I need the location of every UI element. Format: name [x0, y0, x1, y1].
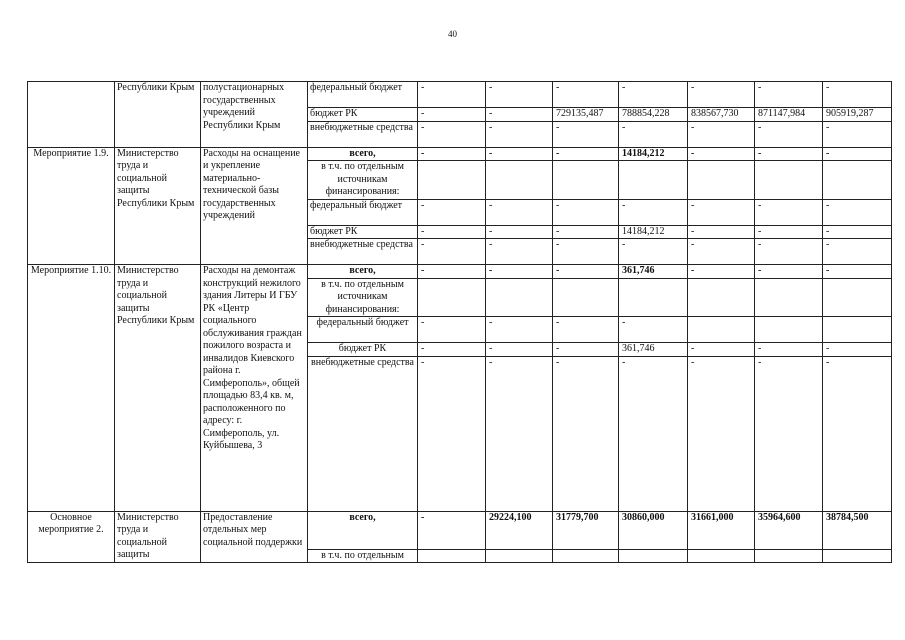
value-cell: 361,746: [619, 343, 688, 357]
value-cell: [418, 278, 486, 317]
value-cell: 31779,700: [553, 511, 619, 549]
value-cell: [553, 549, 619, 563]
value-cell: -: [418, 317, 486, 343]
description-cell: Расходы на оснащение и укрепление материально-технической базы государственных учреждений: [201, 147, 308, 265]
source-label: внебюджетные средства: [308, 239, 418, 265]
value-cell: -: [823, 147, 892, 161]
executor-cell: Республики Крым: [115, 82, 201, 148]
value-cell: -: [418, 356, 486, 511]
value-cell: 35964,600: [755, 511, 823, 549]
value-cell: -: [823, 82, 892, 108]
budget-table: [27, 81, 892, 563]
source-label: в т.ч. по отдельным источникам финансирования:: [308, 161, 418, 200]
value-cell: 838567,730: [688, 108, 755, 122]
value-cell: -: [553, 199, 619, 225]
description-cell: Расходы на демонтаж конструкций нежилого здания Литеры И ГБУ РК «Центр социального обслуживания граждан пожилого возраста и инвалидов Киевского района г. Симферополь», общей площадью 83,4 кв. м, расположенного по адресу: г. Симферополь, ул. Куйбышева, 3: [201, 265, 308, 512]
value-cell: -: [418, 82, 486, 108]
value-cell: [486, 278, 553, 317]
value-cell: -: [823, 265, 892, 279]
source-label: в т.ч. по отдельным источникам финансирования:: [308, 278, 418, 317]
value-cell: -: [553, 317, 619, 343]
value-cell: -: [486, 121, 553, 147]
value-cell: -: [755, 121, 823, 147]
value-cell: -: [619, 317, 688, 343]
value-cell: [418, 549, 486, 563]
value-cell: [823, 549, 892, 563]
value-cell: -: [619, 121, 688, 147]
value-cell: -: [823, 239, 892, 265]
source-label: федеральный бюджет: [308, 317, 418, 343]
value-cell: -: [688, 199, 755, 225]
executor-cell: Министерство труда и социальной защиты Республики Крым: [115, 265, 201, 512]
event-cell: Мероприятие 1.9.: [28, 147, 115, 265]
value-cell: -: [619, 199, 688, 225]
value-cell: -: [486, 343, 553, 357]
description-cell: полустационарных государственных учреждений Республики Крым: [201, 82, 308, 148]
value-cell: 29224,100: [486, 511, 553, 549]
value-cell: -: [755, 147, 823, 161]
value-cell: -: [486, 108, 553, 122]
source-label: внебюджетные средства: [308, 121, 418, 147]
value-cell: 31661,000: [688, 511, 755, 549]
value-cell: [755, 278, 823, 317]
executor-cell: Министерство труда и социальной защиты: [115, 511, 201, 563]
value-cell: 871147,984: [755, 108, 823, 122]
page-number: 40: [448, 29, 457, 39]
source-label: всего,: [308, 511, 418, 549]
value-cell: [755, 549, 823, 563]
value-cell: -: [418, 343, 486, 357]
value-cell: [418, 161, 486, 200]
value-cell: 14184,212: [619, 147, 688, 161]
value-cell: -: [553, 147, 619, 161]
value-cell: -: [418, 225, 486, 239]
value-cell: 788854,228: [619, 108, 688, 122]
value-cell: -: [486, 239, 553, 265]
value-cell: -: [688, 225, 755, 239]
value-cell: -: [619, 82, 688, 108]
value-cell: -: [688, 265, 755, 279]
value-cell: -: [755, 356, 823, 511]
value-cell: 30860,000: [619, 511, 688, 549]
value-cell: -: [823, 121, 892, 147]
value-cell: -: [418, 121, 486, 147]
value-cell: -: [553, 225, 619, 239]
event-cell: Основное мероприятие 2.: [28, 511, 115, 563]
value-cell: [688, 317, 755, 343]
value-cell: -: [418, 239, 486, 265]
value-cell: -: [688, 239, 755, 265]
value-cell: -: [486, 356, 553, 511]
value-cell: -: [823, 343, 892, 357]
value-cell: [619, 549, 688, 563]
value-cell: -: [755, 343, 823, 357]
value-cell: -: [486, 317, 553, 343]
value-cell: [688, 161, 755, 200]
value-cell: -: [553, 239, 619, 265]
value-cell: [823, 278, 892, 317]
value-cell: -: [486, 199, 553, 225]
source-label: всего,: [308, 265, 418, 279]
value-cell: [486, 161, 553, 200]
value-cell: -: [486, 225, 553, 239]
value-cell: -: [823, 356, 892, 511]
source-label: федеральный бюджет: [308, 199, 418, 225]
value-cell: [619, 161, 688, 200]
source-label: в т.ч. по отдельным: [308, 549, 418, 563]
value-cell: 905919,287: [823, 108, 892, 122]
value-cell: -: [688, 147, 755, 161]
value-cell: -: [755, 225, 823, 239]
value-cell: [688, 278, 755, 317]
source-label: федеральный бюджет: [308, 82, 418, 108]
value-cell: -: [486, 265, 553, 279]
source-label: всего,: [308, 147, 418, 161]
value-cell: 361,746: [619, 265, 688, 279]
value-cell: -: [688, 82, 755, 108]
value-cell: -: [418, 147, 486, 161]
source-label: бюджет РК: [308, 343, 418, 357]
executor-cell: Министерство труда и социальной защиты Республики Крым: [115, 147, 201, 265]
description-cell: Предоставление отдельных мер социальной поддержки: [201, 511, 308, 563]
value-cell: [553, 161, 619, 200]
event-cell: [28, 82, 115, 148]
value-cell: 14184,212: [619, 225, 688, 239]
value-cell: -: [418, 511, 486, 549]
table-row: [28, 265, 892, 279]
source-label: внебюджетные средства: [308, 356, 418, 511]
value-cell: -: [755, 82, 823, 108]
value-cell: [755, 317, 823, 343]
table-row: [28, 147, 892, 161]
value-cell: [755, 161, 823, 200]
source-label: бюджет РК: [308, 108, 418, 122]
value-cell: [823, 161, 892, 200]
value-cell: -: [553, 356, 619, 511]
value-cell: [619, 278, 688, 317]
value-cell: -: [553, 121, 619, 147]
value-cell: 38784,500: [823, 511, 892, 549]
value-cell: -: [553, 343, 619, 357]
value-cell: -: [755, 265, 823, 279]
value-cell: -: [823, 225, 892, 239]
value-cell: -: [688, 343, 755, 357]
value-cell: -: [486, 82, 553, 108]
value-cell: -: [553, 82, 619, 108]
value-cell: -: [418, 199, 486, 225]
value-cell: [823, 317, 892, 343]
value-cell: -: [418, 265, 486, 279]
value-cell: -: [688, 121, 755, 147]
value-cell: [688, 549, 755, 563]
value-cell: 729135,487: [553, 108, 619, 122]
value-cell: -: [755, 239, 823, 265]
table-row: [28, 511, 892, 549]
value-cell: -: [823, 199, 892, 225]
event-cell: Мероприятие 1.10.: [28, 265, 115, 512]
value-cell: -: [619, 356, 688, 511]
value-cell: -: [619, 239, 688, 265]
table-row: [28, 82, 892, 108]
value-cell: -: [553, 265, 619, 279]
value-cell: -: [418, 108, 486, 122]
source-label: бюджет РК: [308, 225, 418, 239]
value-cell: -: [688, 356, 755, 511]
value-cell: -: [755, 199, 823, 225]
value-cell: -: [486, 147, 553, 161]
value-cell: [553, 278, 619, 317]
value-cell: [486, 549, 553, 563]
